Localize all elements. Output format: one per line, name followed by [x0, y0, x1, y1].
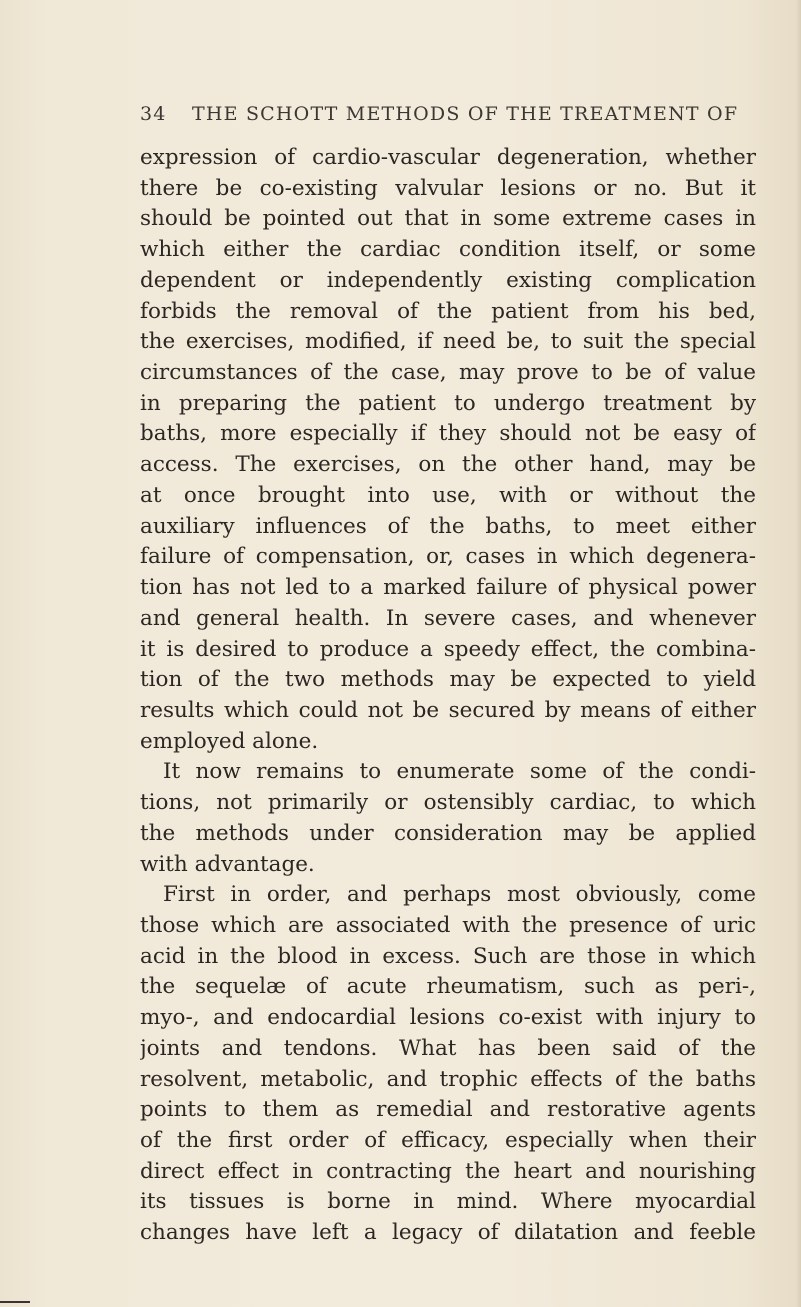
page-header — [140, 103, 760, 133]
text-line: results which could not be secured by means of either — [140, 697, 756, 723]
text-line: It now remains to enumerate some of the condi- — [163, 759, 756, 785]
text-line: there be co-existing valvular lesions or no. But it — [140, 175, 756, 201]
text-line: direct effect in contracting the heart and nourishing — [140, 1158, 756, 1184]
page-number: 34 — [140, 103, 167, 125]
text-line: dependent or independently existing complication — [140, 267, 756, 293]
body-text — [140, 143, 756, 1249]
text-line: baths, more especially if they should not be easy of — [140, 421, 756, 447]
text-line: it is desired to produce a speedy effect, the combina- — [140, 636, 756, 662]
text-line: forbids the removal of the patient from his bed, — [140, 298, 756, 324]
text-line: which either the cardiac condition itself, or some — [140, 237, 756, 263]
text-line: at once brought into use, with or without the — [140, 482, 756, 508]
text-line: resolvent, metabolic, and trophic effects of the baths — [140, 1066, 756, 1092]
text-line: its tissues is borne in mind. Where myocardial — [140, 1189, 756, 1215]
text-line: tion has not led to a marked failure of physical power — [140, 575, 756, 601]
text-line: changes have left a legacy of dilatation and feeble — [140, 1220, 756, 1246]
text-line: points to them as remedial and restorative agents — [140, 1097, 756, 1123]
text-line: and general health. In severe cases, and whenever — [140, 605, 756, 631]
text-line: myo-, and endocardial lesions co-exist with injury to — [140, 1005, 756, 1031]
text-line: of the first order of efficacy, especially when their — [140, 1128, 756, 1153]
text-line: in preparing the patient to undergo treatment by — [140, 390, 756, 416]
text-line: First in order, and perhaps most obviously, come — [163, 882, 756, 908]
page-edge — [795, 0, 801, 1307]
running-head: THE SCHOTT METHODS OF THE TREATMENT OF — [192, 103, 739, 125]
text-line: acid in the blood in excess. Such are those in which — [140, 943, 756, 969]
text-line: tions, not primarily or ostensibly cardiac, to which — [140, 790, 756, 816]
text-line: auxiliary influences of the baths, to meet either — [140, 513, 756, 539]
text-line: with advantage. — [140, 851, 315, 877]
text-line: tion of the two methods may be expected to yield — [140, 667, 756, 693]
text-line: expression of cardio-vascular degeneration, whether — [140, 145, 756, 170]
text-line: the methods under consideration may be applied — [140, 820, 756, 846]
text-line: should be pointed out that in some extreme cases in — [140, 206, 756, 232]
scan-mark — [0, 1301, 30, 1303]
text-line: circumstances of the case, may prove to be of value — [140, 360, 756, 386]
text-line: the exercises, modified, if need be, to suit the special — [140, 329, 756, 355]
text-line: failure of compensation, or, cases in which degenera- — [140, 544, 756, 570]
text-line: employed alone. — [140, 728, 319, 754]
text-line: joints and tendons. What has been said of the — [140, 1035, 756, 1061]
text-line: access. The exercises, on the other hand, may be — [140, 452, 756, 478]
text-line: those which are associated with the presence of uric — [140, 912, 756, 938]
text-line: the sequelæ of acute rheumatism, such as peri-, — [140, 974, 756, 1000]
